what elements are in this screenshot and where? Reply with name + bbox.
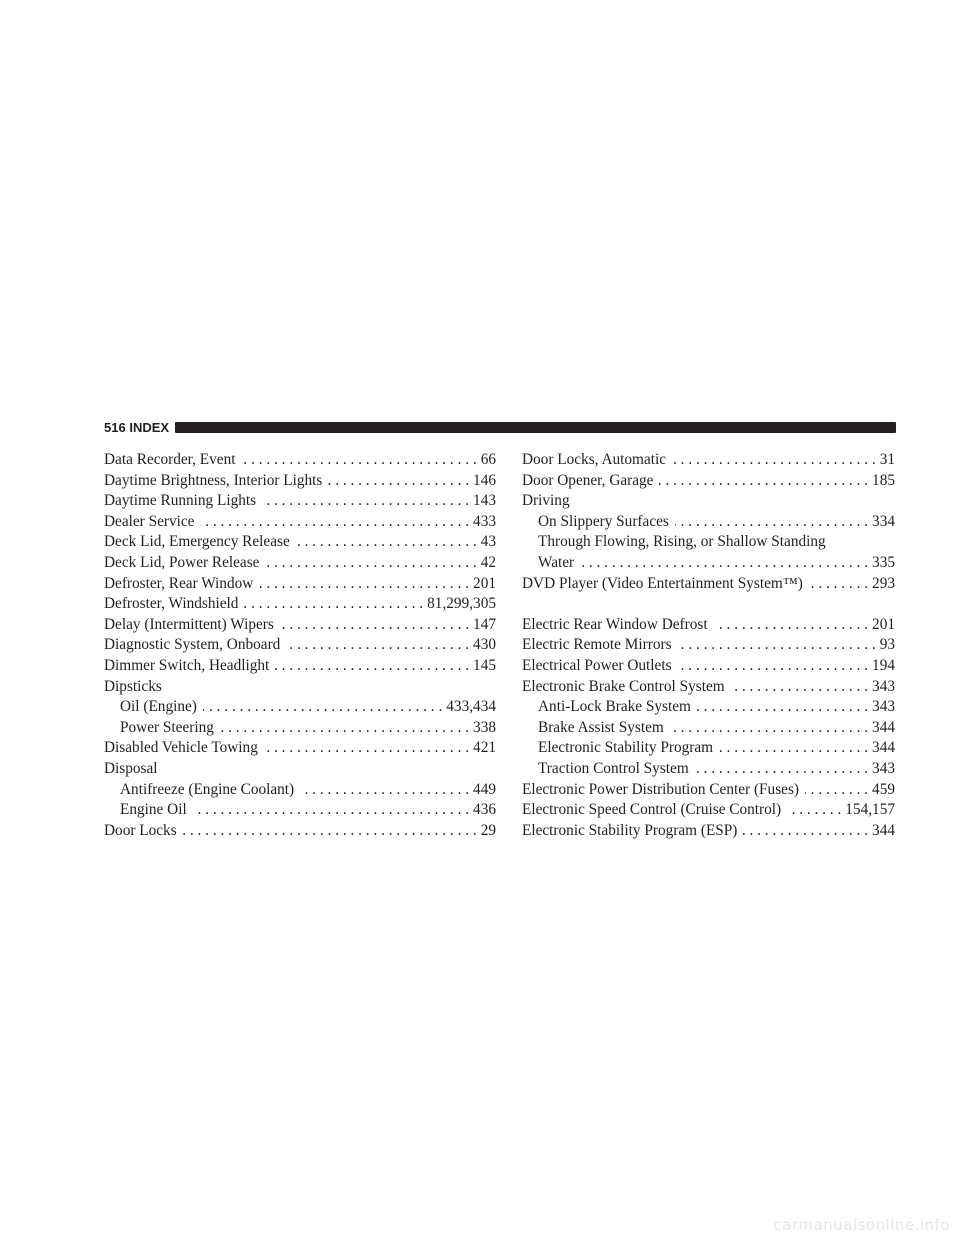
- entry-label: Dimmer Switch, Headlight: [104, 656, 270, 674]
- index-column-left: [104, 450, 496, 841]
- index-entry: [104, 635, 496, 656]
- entry-page-number: 146: [473, 471, 496, 489]
- entry-page-number: 43: [480, 533, 496, 551]
- index-entry: [522, 553, 895, 574]
- index-entry: [104, 759, 496, 780]
- entry-label: Door Locks, Automatic: [522, 451, 667, 468]
- index-entry: [104, 821, 496, 842]
- entry-label: Dipsticks: [104, 677, 162, 695]
- dot-leader: [670, 718, 868, 739]
- index-entry: [104, 450, 496, 471]
- index-entry: [104, 677, 496, 698]
- entry-page-number: 338: [473, 718, 496, 736]
- dot-leader: [731, 677, 868, 698]
- dot-leader: [280, 615, 469, 636]
- entry-page-number: 433: [473, 512, 496, 530]
- entry-page-number: 334: [872, 512, 895, 530]
- entry-page-number: 81,299,305: [427, 595, 496, 613]
- entry-label: Power Steering: [120, 718, 214, 736]
- entry-label: Electronic Speed Control (Cruise Control): [522, 801, 782, 819]
- entry-page-number: 430: [473, 636, 496, 654]
- entry-label: Electronic Brake Control System: [522, 677, 725, 695]
- index-entry: [104, 718, 496, 739]
- entry-page-number: 459: [872, 780, 895, 798]
- entry-label: On Slippery Surfaces: [538, 512, 669, 530]
- dot-leader: [262, 491, 469, 512]
- index-entry: [104, 574, 496, 595]
- entry-page-number: 343: [872, 677, 895, 695]
- index-entry: [522, 471, 895, 492]
- page-number: 516: [104, 419, 126, 435]
- dot-leader: [580, 553, 868, 574]
- index-entry: [522, 821, 895, 842]
- entry-label: Driving: [522, 492, 570, 510]
- index-entry: [522, 780, 895, 801]
- entry-label: Water: [538, 553, 575, 571]
- dot-leader: [805, 780, 868, 801]
- entry-label: DVD Player (Video Entertainment System™): [522, 574, 803, 592]
- index-entry: [104, 656, 496, 677]
- entry-label: Engine Oil: [120, 801, 187, 819]
- dot-leader: [697, 697, 868, 718]
- entry-label: Dealer Service: [104, 512, 195, 530]
- index-entry: [522, 800, 895, 821]
- dot-leader: [719, 738, 868, 759]
- dot-leader: [200, 512, 469, 533]
- dot-leader: [672, 450, 876, 471]
- index-entry: [522, 697, 895, 718]
- index-column-right: [522, 450, 895, 841]
- entry-label: Electric Remote Mirrors: [522, 636, 672, 654]
- dot-leader: [264, 738, 469, 759]
- entry-page-number: 143: [473, 492, 496, 510]
- entry-label: Antifreeze (Engine Coolant): [120, 780, 295, 798]
- entry-page-number: 343: [872, 759, 895, 777]
- entry-page-number: 93: [879, 636, 895, 654]
- index-entry: [104, 594, 496, 615]
- watermark: carmanualsonline.info: [773, 1216, 950, 1234]
- index-entry: [522, 532, 895, 553]
- index-entry: [522, 635, 895, 656]
- entry-label: Diagnostic System, Onboard: [104, 636, 281, 654]
- entry-page-number: 449: [473, 780, 496, 798]
- dot-leader: [193, 800, 469, 821]
- entry-page-number: 154,157: [845, 801, 895, 819]
- dot-leader: [275, 656, 469, 677]
- entry-page-number: 293: [872, 574, 895, 592]
- entry-label: Defroster, Rear Window: [104, 574, 254, 592]
- index-entry: [522, 718, 895, 739]
- entry-page-number: 344: [872, 718, 895, 736]
- entry-label: Through Flowing, Rising, or Shallow Standing: [538, 533, 826, 551]
- index-entry: [522, 491, 895, 512]
- dot-leader: [678, 635, 876, 656]
- entry-label: Anti-Lock Brake System: [538, 698, 691, 716]
- dot-leader: [809, 574, 868, 595]
- entry-page-number: 185: [872, 471, 895, 489]
- dot-leader: [787, 800, 841, 821]
- entry-page-number: 343: [872, 698, 895, 716]
- entry-page-number: 31: [879, 451, 895, 468]
- index-entry: [104, 512, 496, 533]
- index-entry: [522, 738, 895, 759]
- dot-leader: [220, 718, 469, 739]
- entry-label: Door Locks: [104, 821, 177, 839]
- entry-label: Electronic Stability Program: [538, 739, 714, 757]
- dot-leader: [300, 780, 469, 801]
- entry-label: Daytime Brightness, Interior Lights: [104, 471, 323, 489]
- index-entry: [522, 656, 895, 677]
- index-entry: [104, 491, 496, 512]
- entry-label: Deck Lid, Emergency Release: [104, 533, 290, 551]
- dot-leader: [203, 697, 442, 718]
- dot-leader: [678, 656, 869, 677]
- entry-page-number: 344: [872, 821, 895, 839]
- entry-page-number: 66: [480, 451, 496, 468]
- dot-leader: [241, 450, 476, 471]
- entry-page-number: 436: [473, 801, 496, 819]
- entry-label: Deck Lid, Power Release: [104, 553, 260, 571]
- index-entry: [522, 615, 895, 636]
- index-entry: [104, 800, 496, 821]
- entry-page-number: 29: [480, 821, 496, 839]
- dot-leader: [328, 471, 469, 492]
- dot-leader: [675, 512, 868, 533]
- entry-page-number: 42: [480, 553, 496, 571]
- entry-label: Daytime Running Lights: [104, 492, 257, 510]
- dot-leader: [183, 821, 477, 842]
- dot-leader: [286, 635, 469, 656]
- entry-label: Data Recorder, Event: [104, 451, 236, 468]
- dot-leader: [743, 821, 868, 842]
- entry-label: Defroster, Windshield: [104, 595, 239, 613]
- entry-page-number: 421: [473, 739, 496, 757]
- entry-page-number: 335: [872, 553, 895, 571]
- entry-page-number: 201: [473, 574, 496, 592]
- dot-leader: [714, 615, 868, 636]
- dot-leader: [296, 532, 477, 553]
- entry-page-number: 344: [872, 739, 895, 757]
- entry-page-number: 201: [872, 615, 895, 633]
- dot-leader: [659, 471, 868, 492]
- page-header: [104, 417, 896, 437]
- entry-label: Oil (Engine): [120, 698, 197, 716]
- index-entry: [522, 759, 895, 780]
- entry-page-number: 147: [473, 615, 496, 633]
- entry-label: Traction Control System: [538, 759, 689, 777]
- index-entry: [104, 553, 496, 574]
- entry-page-number: 145: [473, 656, 496, 674]
- entry-label: Electric Rear Window Defrost: [522, 615, 708, 633]
- entry-page-number: 194: [872, 656, 895, 674]
- entry-label: Delay (Intermittent) Wipers: [104, 615, 274, 633]
- index-entry: [522, 677, 895, 698]
- index-entry: [522, 574, 895, 595]
- index-entry: [104, 780, 496, 801]
- index-entry: [104, 532, 496, 553]
- header-rule: [175, 422, 896, 433]
- index-entry: [104, 615, 496, 636]
- entry-label: Disposal: [104, 759, 158, 777]
- section-title: INDEX: [129, 419, 170, 435]
- dot-leader: [265, 553, 476, 574]
- index-spacer: [522, 594, 895, 615]
- entry-page-number: 433,434: [446, 698, 496, 716]
- entry-label: Door Opener, Garage: [522, 471, 654, 489]
- entry-label: Disabled Vehicle Towing: [104, 739, 258, 757]
- dot-leader: [259, 574, 469, 595]
- index-entry: [104, 471, 496, 492]
- entry-label: Electronic Stability Program (ESP): [522, 821, 738, 839]
- index-entry: [522, 512, 895, 533]
- index-entry: [104, 738, 496, 759]
- dot-leader: [244, 594, 423, 615]
- entry-label: Electrical Power Outlets: [522, 656, 672, 674]
- entry-label: Electronic Power Distribution Center (Fuses): [522, 780, 799, 798]
- index-entry: [104, 697, 496, 718]
- index-entry: [522, 450, 895, 471]
- dot-leader: [695, 759, 868, 780]
- entry-label: Brake Assist System: [538, 718, 664, 736]
